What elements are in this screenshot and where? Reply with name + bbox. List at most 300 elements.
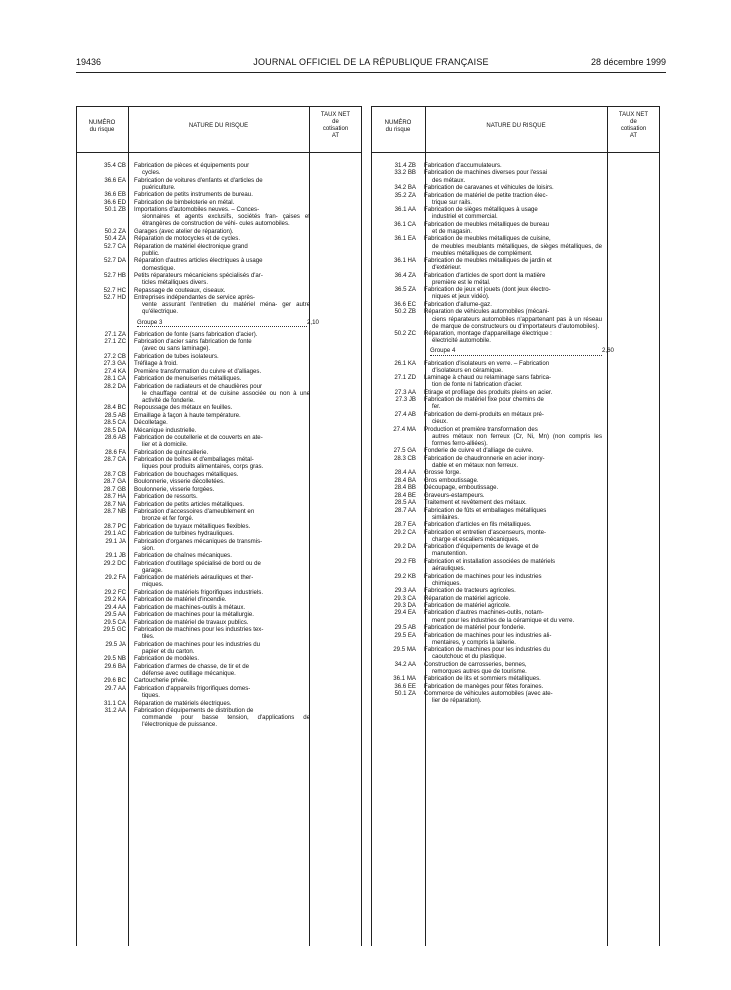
risk-description — [134, 353, 310, 360]
risk-code: 29.2 KB — [394, 572, 416, 580]
risk-description — [424, 469, 602, 476]
risk-description — [424, 396, 602, 410]
risk-description-line: Fabrication de chaudronnerie en acier inoxy- — [424, 454, 545, 462]
left-risk-table — [76, 106, 362, 946]
risk-code: 28.5 DA — [103, 426, 126, 434]
risk-description-line: Fabrication de radiateurs et de chaudières pour — [134, 382, 263, 390]
risk-description-continuation: aérauliques. — [432, 565, 466, 573]
table-row — [76, 404, 362, 411]
publication-date: 28 décembre 1999 — [590, 57, 666, 67]
risk-description — [424, 169, 602, 183]
risk-code: 29.2 CA — [393, 528, 416, 536]
table-row — [371, 469, 660, 476]
page-number: 19436 — [76, 57, 102, 67]
risk-description — [134, 243, 310, 257]
risk-code: 26.1 KA — [394, 359, 416, 367]
risk-code: 33.2 BB — [394, 169, 416, 177]
risk-description — [134, 449, 310, 456]
risk-description-line: Graveurs-estampeurs. — [424, 491, 485, 499]
risk-code: 29.5 EA — [394, 631, 416, 639]
risk-description — [134, 294, 310, 315]
risk-description-line: Réparation de véhicules automobiles (mécani- — [424, 308, 550, 316]
table-row — [76, 596, 362, 603]
risk-description-line: Fabrication d'appareils frigorifiques domes- — [134, 684, 251, 692]
risk-code: 29.5 MA — [393, 646, 416, 654]
risk-code: 28.6 AB — [104, 434, 126, 442]
risk-description — [424, 646, 602, 660]
table-row — [76, 619, 362, 626]
journal-title: JOURNAL OFFICIEL DE LA RÉPUBLIQUE FRANÇAISE — [253, 57, 489, 67]
table-row — [76, 191, 362, 198]
risk-description-continuation: dable et en métaux non ferreux. — [432, 461, 519, 469]
table-row — [371, 374, 660, 388]
risk-description — [424, 286, 602, 300]
risk-code: 29.2 KA — [104, 596, 126, 604]
table-row — [371, 624, 660, 631]
row-list — [76, 331, 362, 729]
table-row — [371, 162, 660, 169]
risk-description-line: Fabrication de machines pour les industries — [424, 572, 542, 580]
table-row — [371, 192, 660, 206]
risk-description-line: Réparation d'autres articles électriques à usage — [134, 257, 263, 265]
group-row — [371, 347, 660, 355]
risk-code: 28.7 NA — [103, 500, 126, 508]
risk-description-line: Réparation de matériel agricole. — [424, 594, 511, 602]
risk-description-line: Fabrication de machines pour les industries du — [134, 640, 261, 648]
risk-code: 34.2 BA — [394, 184, 416, 192]
risk-description-continuation: et de magasin. — [432, 227, 472, 235]
risk-description-line: Fabrication de meubles métalliques de bureau — [424, 220, 549, 228]
table-row — [371, 573, 660, 587]
risk-code: 28.5 AB — [104, 411, 126, 419]
table-row — [76, 707, 362, 728]
table-row — [371, 558, 660, 572]
risk-description — [134, 419, 310, 426]
risk-code: 27.1 ZA — [104, 330, 126, 338]
risk-description-continuation: tiques. — [142, 692, 160, 700]
risk-description-line: Réparation de matériels électriques. — [134, 699, 232, 707]
risk-description-line: Laminage à chaud ou relaminage sans fabrica- — [424, 374, 552, 382]
risk-code: 36.1 AA — [394, 206, 416, 214]
risk-description-line: Etirage et profilage des produits pleins en acier. — [424, 388, 553, 396]
risk-description — [134, 560, 310, 574]
risk-description — [424, 602, 602, 609]
risk-description — [134, 287, 310, 294]
risk-code: 27.4 AB — [394, 410, 416, 418]
risk-description-line: Fabrication de matériels frigorifiques industriels. — [134, 588, 264, 596]
risk-description-continuation: sion. — [142, 544, 155, 552]
risk-description — [134, 493, 310, 500]
risk-code: 29.3 DA — [393, 602, 416, 610]
risk-description-line: Fabrication de chaînes mécaniques. — [134, 552, 232, 560]
table-row — [371, 477, 660, 484]
risk-description-continuation: cycles. — [142, 169, 161, 177]
table-row — [76, 626, 362, 640]
row-list — [371, 162, 660, 344]
table-row — [371, 221, 660, 235]
risk-description-continuation: domestique. — [142, 264, 176, 272]
table-row — [76, 589, 362, 596]
risk-description — [134, 375, 310, 382]
row-list — [76, 162, 362, 316]
risk-code: 28.7 CB — [103, 470, 126, 478]
risk-description-line: Emaillage à façon à haute température. — [134, 411, 241, 419]
risk-description-line: Commerce de véhicules automobiles (avec ate- — [424, 690, 553, 698]
risk-description — [424, 301, 602, 308]
risk-code: 29.7 AA — [104, 684, 126, 692]
risk-description-continuation: vente assurant l'entretien du matériel ména- ger autre qu'électrique. — [142, 301, 310, 316]
table-row — [371, 286, 660, 300]
risk-code: 29.5 JA — [105, 640, 126, 648]
risk-code: 28.1 CA — [103, 375, 126, 383]
risk-description-continuation: d'isolateurs en céramique. — [432, 366, 503, 374]
risk-code: 29.5 NB — [103, 655, 126, 663]
risk-description-continuation: sionnaires et agents exclusifs, sociétés fran- çaises et étrangères de construction de véhi- cules automobiles. — [142, 213, 310, 228]
risk-description-line: Tréfilage à froid. — [134, 360, 178, 368]
risk-description-continuation: caoutchouc et du plastique. — [432, 653, 507, 661]
risk-description-continuation: le chauffage central et de cuisine associée ou non à une activité de fonderie. — [142, 389, 310, 404]
risk-description-line: Repoussage des métaux en feuilles. — [134, 404, 233, 412]
risk-code: 28.5 CA — [103, 419, 126, 427]
table-row — [76, 523, 362, 530]
risk-code: 36.1 HA — [393, 257, 416, 265]
risk-description-line: Fabrication de petits instruments de bureau. — [134, 191, 253, 199]
risk-description — [134, 508, 310, 522]
risk-code: 27.3 AA — [394, 388, 416, 396]
table-row — [76, 604, 362, 611]
table-row — [76, 199, 362, 206]
risk-description — [424, 411, 602, 425]
risk-description — [424, 162, 602, 169]
risk-description — [424, 595, 602, 602]
risk-code: 36.1 CA — [393, 220, 416, 228]
risk-description-continuation: d'extérieur. — [432, 264, 462, 272]
risk-code: 35.4 CB — [103, 162, 126, 169]
table-row — [76, 419, 362, 426]
risk-description — [134, 596, 310, 603]
risk-description — [424, 360, 602, 374]
risk-description — [134, 272, 310, 286]
risk-description — [424, 235, 602, 256]
risk-description — [424, 447, 602, 454]
table-row — [371, 507, 660, 521]
risk-description-line: Gros emboutissage. — [424, 476, 479, 484]
table-row — [76, 530, 362, 537]
table-row — [371, 675, 660, 682]
risk-description-line: Réparation, montage d'appareillage électrique : — [424, 330, 552, 338]
risk-code: 28.4 BA — [394, 476, 416, 484]
risk-description — [424, 529, 602, 543]
risk-description-line: Fabrication de petits articles métalliques. — [134, 500, 245, 508]
table-row — [76, 427, 362, 434]
risk-code: 29.6 BC — [103, 677, 126, 685]
risk-code: 29.4 EA — [394, 609, 416, 617]
risk-description-line: Traitement et revêtement des métaux. — [424, 499, 527, 507]
col-header-taux: TAUX NET de cotisation AT — [320, 112, 351, 139]
table-row — [76, 478, 362, 485]
risk-description — [134, 523, 310, 530]
risk-description-line: Fabrication de caravanes et véhicules de loisirs. — [424, 184, 554, 192]
header-divider — [371, 152, 660, 153]
risk-description-line: Production et première transformation des — [424, 425, 538, 433]
risk-description-line: Fabrication de fûts et emballages métalliques — [424, 506, 547, 514]
risk-description-line: Première transformation du cuivre et d'alliages. — [134, 367, 262, 375]
group-row — [76, 319, 362, 327]
table-row — [371, 529, 660, 543]
risk-description — [424, 426, 602, 447]
risk-description-line: Grosse forge. — [424, 469, 461, 477]
risk-description — [134, 471, 310, 478]
risk-description-line: Fabrication d'acier sans fabrication de fonte — [134, 338, 252, 346]
table-row — [371, 411, 660, 425]
risk-code: 36.6 EC — [393, 300, 416, 308]
table-row — [371, 587, 660, 594]
risk-code: 27.1 ZC — [104, 338, 126, 346]
risk-code: 29.2 DA — [393, 543, 416, 551]
risk-code: 28.2 DA — [103, 382, 126, 390]
risk-description-line: Découpage, emboutissage. — [424, 484, 499, 492]
risk-description-continuation: (avec ou sans laminage). — [142, 345, 211, 353]
table-row — [76, 353, 362, 360]
risk-description-line: Fabrication de meubles métalliques de jardin et — [424, 257, 552, 265]
table-row — [76, 677, 362, 684]
risk-description — [424, 184, 602, 191]
risk-description-line: Fabrication d'outillage spécialisé de bord ou de — [134, 559, 261, 567]
risk-description — [134, 206, 310, 227]
risk-description — [134, 574, 310, 588]
risk-code: 29.2 FC — [104, 588, 126, 596]
risk-description — [134, 685, 310, 699]
risk-code: 52.7 CA — [103, 242, 126, 250]
risk-description — [424, 558, 602, 572]
risk-code: 36.6 EA — [104, 176, 126, 184]
risk-description-continuation: remorques autres que de tourisme. — [432, 667, 527, 675]
risk-description — [424, 206, 602, 220]
risk-code: 29.3 AA — [394, 587, 416, 595]
risk-code: 29.2 FA — [104, 574, 126, 582]
risk-description-line: Fabrication d'allume-gaz. — [424, 300, 492, 308]
risk-description-continuation: papier et du carton. — [142, 647, 195, 655]
table-row — [76, 471, 362, 478]
risk-code: 28.7 AA — [394, 506, 416, 514]
risk-description-continuation: tion de fonte ni fabrication d'acier. — [432, 381, 523, 389]
risk-code: 36.1 EA — [394, 235, 416, 243]
table-row — [371, 308, 660, 329]
table-row — [371, 360, 660, 374]
table-row — [371, 661, 660, 675]
table-row — [371, 499, 660, 506]
table-row — [76, 177, 362, 191]
group-label: Groupe 4 — [430, 347, 602, 355]
table-row — [76, 538, 362, 552]
table-row — [371, 257, 660, 271]
risk-description — [134, 383, 310, 404]
table-row — [371, 690, 660, 704]
risk-description — [134, 191, 310, 198]
risk-description-continuation: autres métaux non ferreux (Cr, Ni, Mn) (non compris les formes ferro-alliées). — [432, 432, 602, 447]
risk-description-line: Fabrication de manèges pour fêtes foraines. — [424, 682, 544, 690]
table-row — [371, 169, 660, 183]
risk-description-continuation: puériculture. — [142, 183, 176, 191]
table-row — [371, 609, 660, 623]
risk-description — [134, 412, 310, 419]
table-row — [76, 501, 362, 508]
risk-description-continuation: fer. — [432, 403, 441, 411]
table-row — [371, 396, 660, 410]
table-row — [371, 330, 660, 344]
risk-description — [424, 683, 602, 690]
risk-description — [424, 690, 602, 704]
risk-description — [424, 330, 602, 344]
risk-code: 36.6 EB — [104, 191, 126, 199]
risk-description — [424, 543, 602, 557]
risk-description — [424, 573, 602, 587]
risk-code: 29.5 GC — [103, 626, 126, 634]
risk-description — [134, 235, 310, 242]
table-row — [371, 272, 660, 286]
risk-description — [424, 221, 602, 235]
risk-description-line: Fabrication de machines-outils à métaux. — [134, 603, 246, 611]
risk-description-line: Fabrication d'organes mécaniques de transmis- — [134, 537, 263, 545]
risk-description-continuation: liques pour produits alimentaires, corps gras. — [142, 463, 264, 471]
risk-code: 50.2 ZC — [394, 330, 416, 338]
risk-description-line: Fabrication d'articles en fils métalliques. — [424, 521, 532, 529]
risk-description-continuation: trique sur rails. — [432, 198, 472, 206]
risk-code: 36.6 EE — [394, 682, 416, 690]
risk-description-line: Fabrication de ressorts. — [134, 493, 198, 501]
risk-description — [134, 604, 310, 611]
table-row — [371, 206, 660, 220]
risk-description — [424, 455, 602, 469]
risk-description — [134, 434, 310, 448]
risk-description-line: Fabrication de tuyaux métalliques flexibles. — [134, 522, 251, 530]
risk-code: 31.1 CA — [103, 699, 126, 707]
risk-description-line: Construction de carrosseries, bennes, — [424, 660, 527, 668]
risk-description — [134, 257, 310, 271]
header-rule — [76, 72, 666, 73]
col-header-nature: NATURE DU RISQUE — [486, 123, 546, 129]
risk-description-line: Fabrication d'isolateurs en verre. – Fabrication — [424, 359, 550, 367]
table-row — [371, 301, 660, 308]
risk-description-line: Boulonnerie, visserie forgées. — [134, 485, 215, 493]
risk-code: 28.7 EA — [394, 521, 416, 529]
risk-code: 27.3 JB — [395, 396, 416, 404]
risk-description — [134, 677, 310, 684]
group-rate: 2,60 — [602, 347, 614, 355]
risk-description-line: Réparation de matériel électronique grand — [134, 242, 248, 250]
table-row — [76, 162, 362, 176]
risk-description-continuation: niques et jeux vidéo). — [432, 293, 490, 301]
risk-code: 52.7 DA — [103, 257, 126, 265]
table-row — [371, 602, 660, 609]
risk-description-line: Fabrication de turbines hydrauliques. — [134, 530, 234, 538]
risk-code: 52.7 HB — [103, 272, 126, 280]
risk-description-line: Fabrication de matériel fixe pour chemins de — [424, 396, 544, 404]
table-row — [76, 235, 362, 242]
risk-code: 27.4 MA — [393, 425, 416, 433]
risk-code: 36.5 ZA — [394, 286, 416, 294]
risk-description-line: Fabrication de meubles métalliques de cuisine, — [424, 235, 551, 243]
table-row — [76, 552, 362, 559]
risk-description — [424, 192, 602, 206]
risk-description — [134, 404, 310, 411]
risk-description — [424, 272, 602, 286]
risk-description — [134, 331, 310, 338]
risk-description-line: Fabrication de lits et sommiers métalliques. — [424, 675, 541, 683]
risk-description — [424, 389, 602, 396]
risk-description-line: Fabrication d'équipements de levage et de — [424, 543, 539, 551]
risk-description-continuation: garage. — [142, 566, 163, 574]
table-row — [76, 493, 362, 500]
risk-description-line: Fabrication de machines pour les industries ali- — [424, 631, 552, 639]
risk-code: 27.2 CB — [103, 352, 126, 360]
table-row — [76, 700, 362, 707]
risk-description — [134, 199, 310, 206]
risk-code: 29.2 FB — [394, 557, 416, 565]
table-row — [76, 368, 362, 375]
risk-code: 36.1 MA — [393, 675, 416, 683]
risk-description-continuation: cieux. — [432, 418, 448, 426]
risk-description-continuation: ciens réparateurs automobiles n'appartenant pas à un réseau de marque de constructeurs ou d'importateurs d'automobiles). — [432, 315, 602, 330]
risk-code: 28.7 CA — [103, 456, 126, 464]
risk-description-line: Importations d'automobiles neuves. – Conces- — [134, 206, 260, 214]
risk-code: 36.6 ED — [103, 198, 126, 206]
risk-description — [424, 499, 602, 506]
group-label: Groupe 3 — [137, 319, 307, 327]
risk-description-line: Fabrication de machines pour les industries tex- — [134, 626, 264, 634]
risk-description-line: Fabrication de pièces et équipements pour — [134, 162, 250, 169]
risk-description — [134, 700, 310, 707]
table-row — [76, 383, 362, 404]
risk-description — [134, 162, 310, 176]
risk-code: 28.4 AA — [394, 469, 416, 477]
risk-description-continuation: manutention. — [432, 550, 468, 558]
risk-description-line: Fabrication de menuiseries métalliques. — [134, 375, 242, 383]
risk-description-line: Décolletage. — [134, 419, 168, 427]
risk-description — [134, 611, 310, 618]
table-row — [76, 655, 362, 662]
risk-description-continuation: commande pour basse tension, d'applications de l'électronique de puissance. — [142, 714, 310, 729]
risk-description-line: Fabrication de tracteurs agricoles. — [424, 587, 516, 595]
group-rate: 2,10 — [307, 318, 319, 326]
risk-description-line: Fabrication de quincaillerie. — [134, 448, 209, 456]
risk-description-line: Cartoucherie privée. — [134, 677, 189, 685]
risk-code: 29.2 DC — [103, 559, 126, 567]
risk-code: 50.1 ZB — [104, 206, 126, 214]
risk-description-continuation: chimiques. — [432, 579, 462, 587]
risk-description-line: Fabrication de matériel de travaux publics. — [134, 618, 249, 626]
risk-code: 36.4 ZA — [394, 271, 416, 279]
page-header — [76, 57, 666, 71]
risk-code: 27.1 ZD — [394, 374, 416, 382]
risk-description — [134, 538, 310, 552]
table-row — [76, 508, 362, 522]
risk-description — [134, 552, 310, 559]
risk-description-line: Mécanique industrielle. — [134, 426, 197, 434]
risk-description-line: Fabrication d'accessoires d'ameublement en — [134, 508, 255, 516]
risk-description-continuation: première est le métal. — [432, 278, 491, 286]
risk-code: 28.4 BB — [394, 484, 416, 492]
risk-description — [424, 257, 602, 271]
table-row — [76, 412, 362, 419]
risk-description-continuation: ment pour les industries de la céramique et du verre. — [432, 616, 575, 624]
risk-description-line: Fabrication d'autres machines-outils, notam- — [424, 609, 544, 617]
table-row — [76, 685, 362, 699]
table-row — [371, 595, 660, 602]
risk-code: 29.5 AA — [104, 611, 126, 619]
risk-description-continuation: miques. — [142, 581, 164, 589]
risk-code: 28.7 HA — [103, 493, 126, 501]
